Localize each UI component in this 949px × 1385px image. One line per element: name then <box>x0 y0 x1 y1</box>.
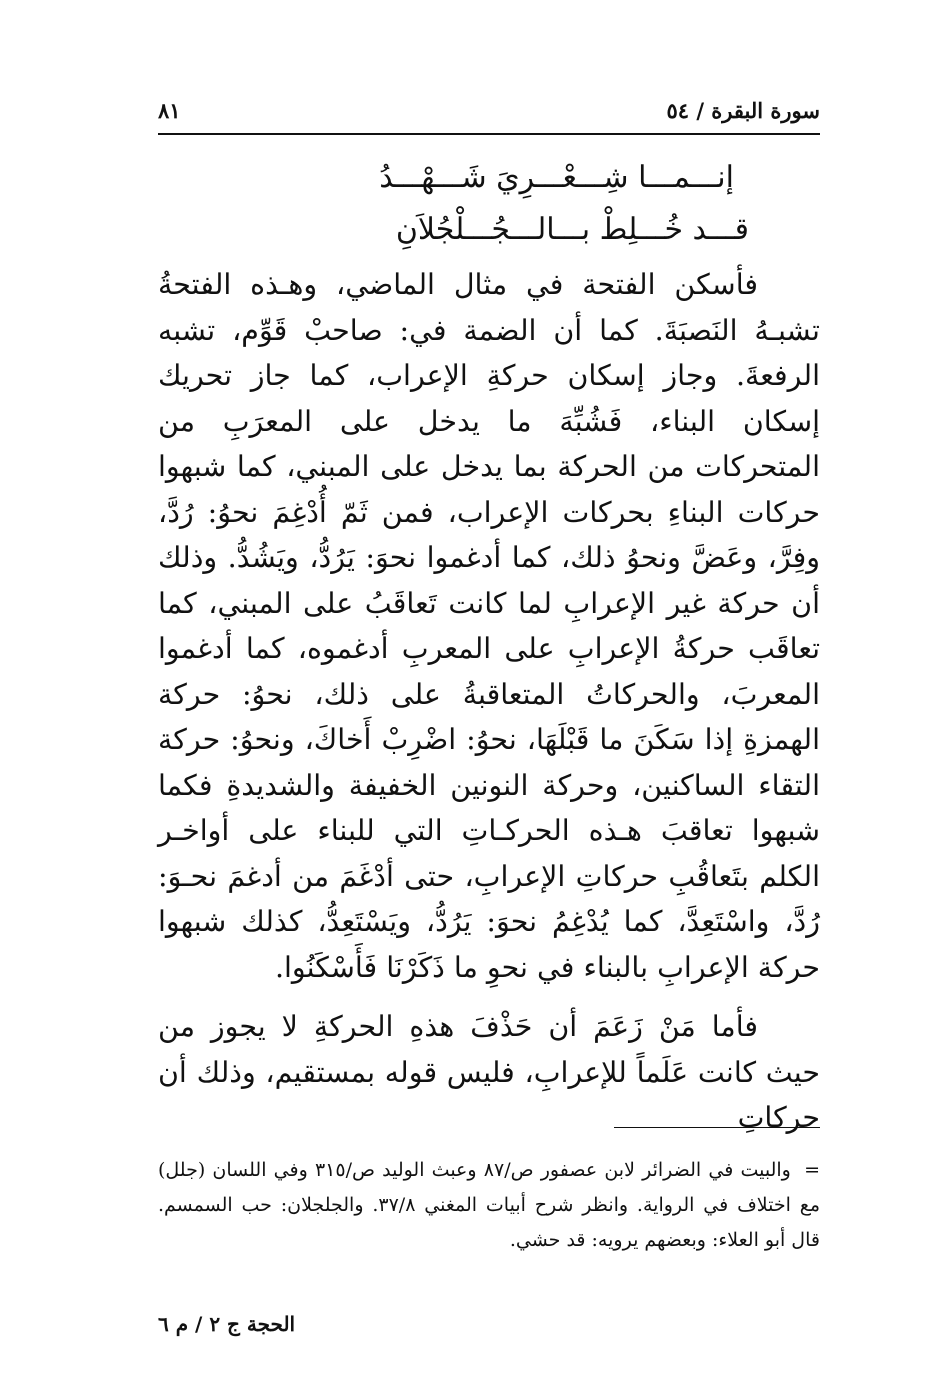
footnote <box>158 1153 820 1258</box>
footnote-text: والبيت في الضرائر لابن عصفور ص/٨٧ وعبث الوليد ص/٣١٥ وفي اللسان (جلل) مع اختلاف في الرواية. وانظر شرح أبيات المغني ٣٧/٨. والجلجلان: حب السمسم. قال أبو العلاء: وبعضهم يرويه: قد حشي. <box>158 1159 820 1251</box>
footnote-rule <box>614 1127 820 1128</box>
signature-mark: الحجة ج ٢ / م ٦ <box>158 1312 296 1336</box>
footnote-marker: = <box>804 1159 821 1181</box>
running-header <box>158 98 820 132</box>
page-number: ٨١ <box>158 98 181 123</box>
body-text <box>158 262 820 1141</box>
paragraph-1: فأسكن الفتحة في مثال الماضي، وهـذه الفتحةُ تشبـهُ النَصبَةَ. كما أن الضمة في: صاحبْ قَوِّم، تشبه الرفعةَ. وجاز إسكان حركةِ الإعراب، كما جاز تحريك إسكان البناء، فَشُبِّهَ ما يدخل على المعرَبِ من المتحركات من الحركة بما يدخل على المبني، كما شبهوا حركات البناءِ بحركات الإعراب، فمن ثَمّ أُدْغِمَ نحوُ: رُدَّ، وفِرَّ، وعَضَّ ونحوُ ذلك، كما أدغموا نحوَ: يَرُدُّ، ويَشُدُّ. وذلك أن حركة غير الإعرابِ لما كانت تَعاقَبُ على المبني، كما تعاقَب حركةُ الإعرابِ على المعربِ أدغموه، كما أدغموا المعربَ، والحركاتُ المتعاقبةُ على ذلك، نحوُ: حركة الهمزةِ إذا سَكَنَ ما قَبْلَهَا، نحوُ: اضْرِبْ أَخاكَ، ونحوُ: حركة التقاء الساكنين، وحركة النونين الخفيفة والشديدةِ فكما شبهوا تعاقبَ هـذه الحركـاتِ التي للبناء على أواخـر الكلم بتَعاقُبِ حركاتِ الإعرابِ، حتى أدْغَمَ من أدغمَ نحـوَ: رُدَّ، واسْتَعِدَّ، كما يُدْغِمُ نحوَ: يَرُدُّ، ويَسْتَعِدُّ، كذلك شبهوا حركة الإعرابِ بالبناء في نحوِ ما ذَكَرْنَا فَأَسْكَنُوا. <box>158 268 820 984</box>
header-rule <box>158 133 820 135</box>
verse-line-2: قـــد خُـــلِطْ بـــالـــجُـــلْجُلاَنِ <box>395 212 749 247</box>
verse-line-1: إنـــمـــا شِـــعْـــرِيَ شَـــهْـــدُ <box>379 160 734 195</box>
running-title: سورة البقرة / ٥٤ <box>666 98 820 123</box>
paragraph-2: فأما مَنْ زَعَمَ أن حَذْفَ هذهِ الحركةِ لا يجوز من حيث كانت عَلَماً للإعرابِ، فليس قوله بمستقيم، وذلك أن حركاتِ <box>158 1010 820 1134</box>
